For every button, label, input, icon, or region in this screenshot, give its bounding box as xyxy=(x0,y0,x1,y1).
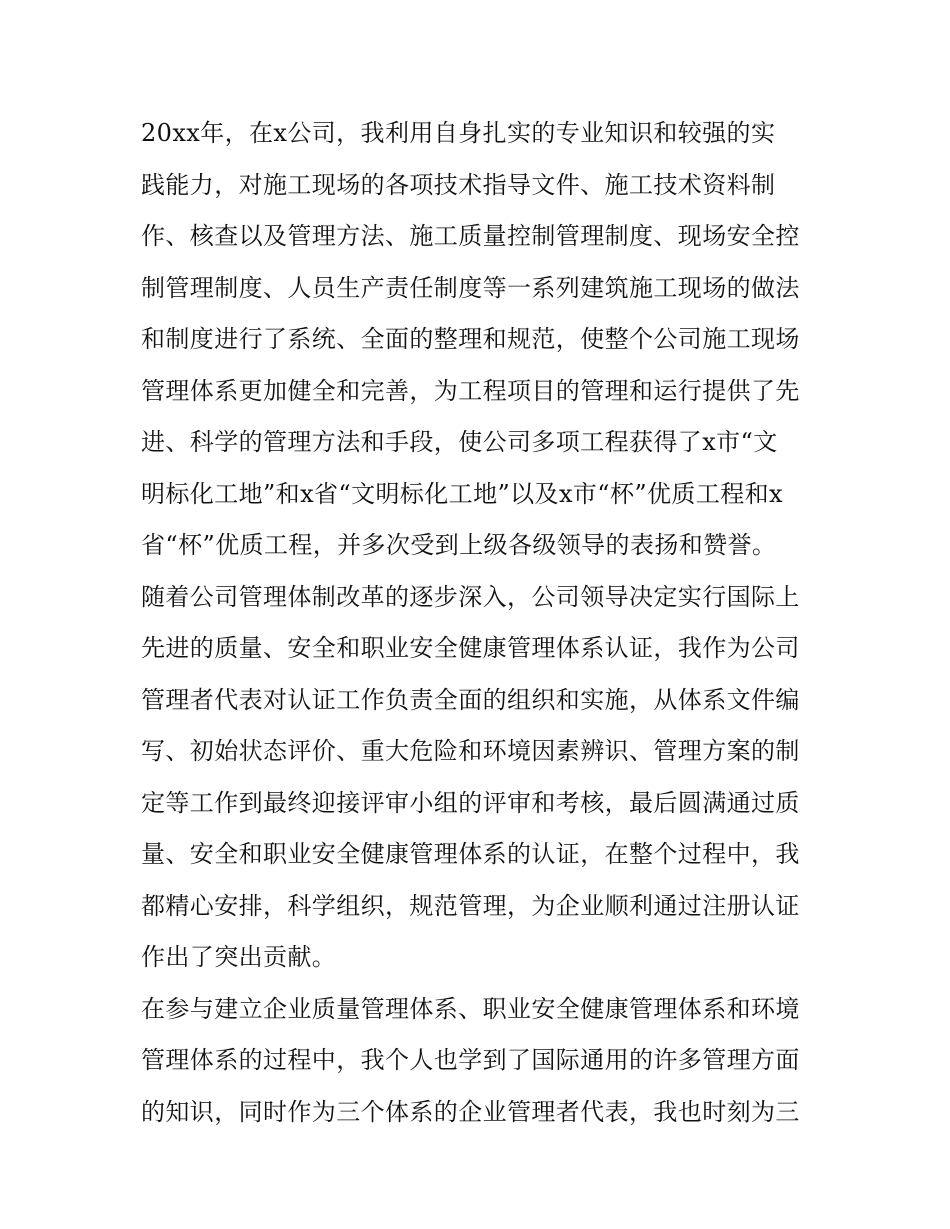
text-line: 管理体系更加健全和完善，为工程项目的管理和运行提供了先 xyxy=(141,376,800,405)
text-line: 先进的质量、安全和职业安全健康管理体系认证，我作为公司 xyxy=(141,634,800,662)
document-body xyxy=(141,108,821,1138)
text-line: 和制度进行了系统、全面的整理和规范，使整个公司施工现场 xyxy=(141,325,800,353)
text-line: 量、安全和职业安全健康管理体系的认证，在整个过程中，我 xyxy=(141,840,800,868)
text-line: 明标化工地”和x省“文明标化工地”以及x市“杯”优质工程和x xyxy=(141,479,783,508)
text-line: 都精心安排，科学组织，规范管理，为企业顺利通过注册认证 xyxy=(141,891,800,920)
text-line: 定等工作到最终迎接评审小组的评审和考核，最后圆满通过质 xyxy=(141,788,800,817)
text-line: 作、核查以及管理方法、施工质量控制管理制度、现场安全控 xyxy=(141,222,800,250)
text-line: 20xx年，在x公司，我利用自身扎实的专业知识和较强的实 xyxy=(141,119,776,147)
text-line: 作出了突出贡献。 xyxy=(141,943,337,971)
text-line: 随着公司管理体制改革的逐步深入，公司领导决定实行国际上 xyxy=(141,582,800,611)
text-line: 管理体系的过程中，我个人也学到了国际通用的许多管理方面 xyxy=(141,1046,800,1074)
text-line: 进、科学的管理方法和手段，使公司多项工程获得了x市“文 xyxy=(141,428,778,456)
text-line: 的知识，同时作为三个体系的企业管理者代表，我也时刻为三 xyxy=(141,1097,800,1126)
text-line: 写、初始状态评价、重大危险和环境因素辨识、管理方案的制 xyxy=(141,737,800,765)
text-line: 制管理制度、人员生产责任制度等一系列建筑施工现场的做法 xyxy=(141,273,800,302)
text-line: 管理者代表对认证工作负责全面的组织和实施，从体系文件编 xyxy=(141,685,800,714)
text-line: 省“杯”优质工程，并多次受到上级各级领导的表扬和赞誉。 xyxy=(141,531,777,559)
text-line: 践能力，对施工现场的各项技术指导文件、施工技术资料制 xyxy=(141,170,776,199)
text-line: 在参与建立企业质量管理体系、职业安全健康管理体系和环境 xyxy=(141,994,800,1023)
